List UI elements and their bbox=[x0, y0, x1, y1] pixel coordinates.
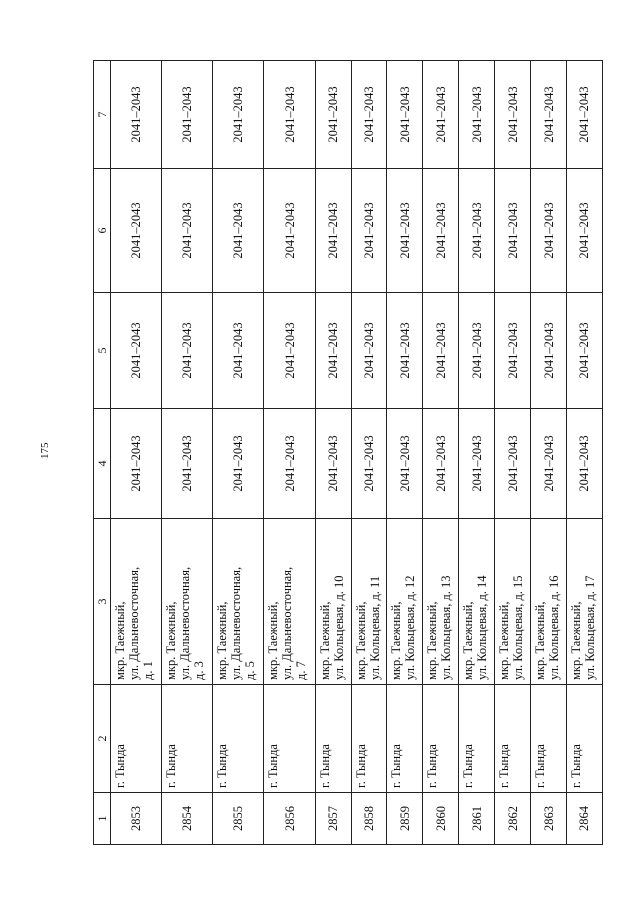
period-cell-4: 2041–2043 bbox=[387, 409, 423, 519]
period-cell-7: 2041–2043 bbox=[264, 61, 315, 169]
period-cell-7: 2041–2043 bbox=[162, 61, 213, 169]
row-number: 2857 bbox=[315, 793, 351, 845]
city-cell: г. Тында bbox=[315, 685, 351, 793]
column-header-4: 4 bbox=[94, 409, 111, 519]
column-header-7: 7 bbox=[94, 61, 111, 169]
period-cell-4: 2041–2043 bbox=[459, 409, 495, 519]
period-cell-7: 2041–2043 bbox=[495, 61, 531, 169]
period-cell-5: 2041–2043 bbox=[531, 293, 567, 409]
table-row bbox=[111, 61, 162, 845]
period-cell-5: 2041–2043 bbox=[423, 293, 459, 409]
period-cell-5: 2041–2043 bbox=[213, 293, 264, 409]
column-header-6: 6 bbox=[94, 169, 111, 293]
row-number: 2862 bbox=[495, 793, 531, 845]
address-cell: мкр. Таежный, ул. Кольцевая, д. 14 bbox=[459, 519, 495, 685]
period-cell-5: 2041–2043 bbox=[315, 293, 351, 409]
period-cell-7: 2041–2043 bbox=[387, 61, 423, 169]
city-cell: г. Тында bbox=[566, 685, 602, 793]
header-row bbox=[94, 61, 111, 845]
period-cell-4: 2041–2043 bbox=[531, 409, 567, 519]
address-cell: мкр. Таежный, ул. Дальневосточная, д. 7 bbox=[264, 519, 315, 685]
row-number: 2863 bbox=[531, 793, 567, 845]
period-cell-5: 2041–2043 bbox=[351, 293, 387, 409]
period-cell-7: 2041–2043 bbox=[213, 61, 264, 169]
period-cell-5: 2041–2043 bbox=[387, 293, 423, 409]
column-header-1: 1 bbox=[94, 793, 111, 845]
period-cell-6: 2041–2043 bbox=[387, 169, 423, 293]
row-number: 2864 bbox=[566, 793, 602, 845]
address-cell: мкр. Таежный, ул. Кольцевая, д. 15 bbox=[495, 519, 531, 685]
city-cell: г. Тында bbox=[111, 685, 162, 793]
address-cell: мкр. Таежный, ул. Кольцевая, д. 11 bbox=[351, 519, 387, 685]
period-cell-6: 2041–2043 bbox=[162, 169, 213, 293]
city-cell: г. Тында bbox=[459, 685, 495, 793]
table-row bbox=[213, 61, 264, 845]
period-cell-6: 2041–2043 bbox=[264, 169, 315, 293]
city-cell: г. Тында bbox=[495, 685, 531, 793]
period-cell-5: 2041–2043 bbox=[459, 293, 495, 409]
table-body bbox=[111, 61, 603, 845]
address-cell: мкр. Таежный, ул. Кольцевая, д. 12 bbox=[387, 519, 423, 685]
period-cell-4: 2041–2043 bbox=[351, 409, 387, 519]
period-cell-4: 2041–2043 bbox=[111, 409, 162, 519]
table-row bbox=[351, 61, 387, 845]
period-cell-7: 2041–2043 bbox=[423, 61, 459, 169]
address-cell: мкр. Таежный, ул. Кольцевая, д. 16 bbox=[531, 519, 567, 685]
city-cell: г. Тында bbox=[213, 685, 264, 793]
period-cell-5: 2041–2043 bbox=[162, 293, 213, 409]
table-row bbox=[566, 61, 602, 845]
address-cell: мкр. Таежный, ул. Кольцевая, д. 13 bbox=[423, 519, 459, 685]
row-number: 2861 bbox=[459, 793, 495, 845]
city-cell: г. Тында bbox=[531, 685, 567, 793]
column-header-2: 2 bbox=[94, 685, 111, 793]
period-cell-4: 2041–2043 bbox=[213, 409, 264, 519]
row-number: 2856 bbox=[264, 793, 315, 845]
address-cell: мкр. Таежный, ул. Дальневосточная, д. 1 bbox=[111, 519, 162, 685]
period-cell-7: 2041–2043 bbox=[351, 61, 387, 169]
city-cell: г. Тында bbox=[264, 685, 315, 793]
row-number: 2853 bbox=[111, 793, 162, 845]
address-cell: мкр. Таежный, ул. Кольцевая, д. 17 bbox=[566, 519, 602, 685]
period-cell-5: 2041–2043 bbox=[111, 293, 162, 409]
table-row bbox=[423, 61, 459, 845]
period-cell-5: 2041–2043 bbox=[264, 293, 315, 409]
table-row bbox=[531, 61, 567, 845]
period-cell-7: 2041–2043 bbox=[315, 61, 351, 169]
period-cell-6: 2041–2043 bbox=[423, 169, 459, 293]
table-row bbox=[459, 61, 495, 845]
period-cell-4: 2041–2043 bbox=[495, 409, 531, 519]
period-cell-6: 2041–2043 bbox=[315, 169, 351, 293]
period-cell-4: 2041–2043 bbox=[162, 409, 213, 519]
period-cell-4: 2041–2043 bbox=[423, 409, 459, 519]
period-cell-4: 2041–2043 bbox=[566, 409, 602, 519]
period-cell-6: 2041–2043 bbox=[459, 169, 495, 293]
period-cell-6: 2041–2043 bbox=[531, 169, 567, 293]
column-header-3: 3 bbox=[94, 519, 111, 685]
row-number: 2860 bbox=[423, 793, 459, 845]
table-row bbox=[162, 61, 213, 845]
column-header-5: 5 bbox=[94, 293, 111, 409]
table-row bbox=[495, 61, 531, 845]
period-cell-7: 2041–2043 bbox=[111, 61, 162, 169]
city-cell: г. Тында bbox=[387, 685, 423, 793]
row-number: 2855 bbox=[213, 793, 264, 845]
table-row bbox=[264, 61, 315, 845]
period-cell-7: 2041–2043 bbox=[531, 61, 567, 169]
housing-table bbox=[93, 60, 603, 845]
city-cell: г. Тында bbox=[351, 685, 387, 793]
period-cell-4: 2041–2043 bbox=[264, 409, 315, 519]
address-cell: мкр. Таежный, ул. Дальневосточная, д. 5 bbox=[213, 519, 264, 685]
period-cell-5: 2041–2043 bbox=[495, 293, 531, 409]
period-cell-6: 2041–2043 bbox=[213, 169, 264, 293]
address-cell: мкр. Таежный, ул. Дальневосточная, д. 3 bbox=[162, 519, 213, 685]
period-cell-6: 2041–2043 bbox=[495, 169, 531, 293]
table-row bbox=[315, 61, 351, 845]
page-number: 175 bbox=[39, 442, 51, 459]
row-number: 2859 bbox=[387, 793, 423, 845]
period-cell-5: 2041–2043 bbox=[566, 293, 602, 409]
city-cell: г. Тында bbox=[423, 685, 459, 793]
table-row bbox=[387, 61, 423, 845]
period-cell-6: 2041–2043 bbox=[351, 169, 387, 293]
row-number: 2858 bbox=[351, 793, 387, 845]
row-number: 2854 bbox=[162, 793, 213, 845]
rotated-table-wrapper bbox=[93, 61, 603, 845]
period-cell-6: 2041–2043 bbox=[566, 169, 602, 293]
period-cell-6: 2041–2043 bbox=[111, 169, 162, 293]
period-cell-4: 2041–2043 bbox=[315, 409, 351, 519]
period-cell-7: 2041–2043 bbox=[566, 61, 602, 169]
period-cell-7: 2041–2043 bbox=[459, 61, 495, 169]
city-cell: г. Тында bbox=[162, 685, 213, 793]
address-cell: мкр. Таежный, ул. Кольцевая, д. 10 bbox=[315, 519, 351, 685]
table-area bbox=[93, 61, 603, 845]
